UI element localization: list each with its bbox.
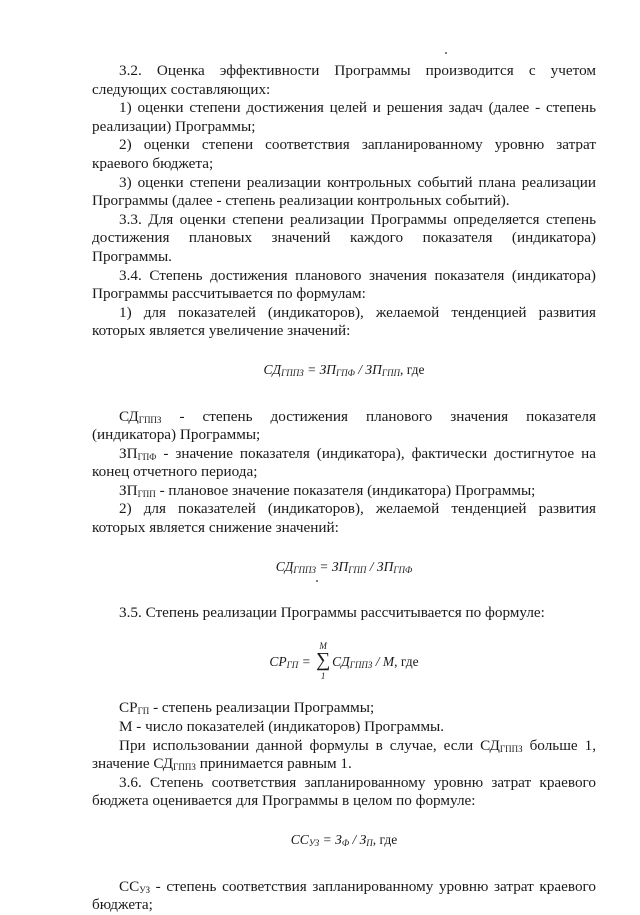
paragraph-3-5: 3.5. Степень реализации Программы рассчитывается по формуле: — [119, 604, 545, 622]
definition-ss: $СС_{УЗ}$ - степень соответствия запланированному уровню затрат краевого бюджета; — [92, 877, 596, 914]
document-page — [92, 62, 596, 915]
definition-m: М - число показателей (индикаторов) Программы. — [119, 718, 445, 736]
paragraph-3-6: 3.6. Степень соответствия запланированному уровню затрат краевого бюджета оценивается для Программы в целом по формуле: — [92, 773, 596, 810]
definition-zp-fact: $ЗП_{ГПФ}$ - значение показателя (индикатора), фактически достигнутое на конец отчетного периода; — [92, 444, 596, 481]
list-item-1: 1) оценки степени достижения целей и решения задач (далее - степень реализации) Программы; — [92, 99, 596, 135]
paragraph-cap-rule: При использовании данной формулы в случае, если $СД_{ГППЗ}$ больше 1, значение $СД_{ГППЗ}$ принимается равным 1. — [92, 736, 596, 773]
paragraph-3-4: 3.4. Степень достижения планового значения показателя (индикатора) Программы рассчитывается по формулам: — [92, 266, 596, 303]
list-item-3: 3) оценки степени реализации контрольных событий плана реализации Программы (далее - степень реализации контрольных событий). — [92, 173, 596, 210]
definition-zp-plan: $ЗП_{ГПП}$ - плановое значение показателя (индикатора) Программы; — [119, 481, 536, 499]
list-item-2: 2) оценки степени соответствия запланированному уровню затрат краевого бюджета; — [92, 136, 596, 172]
formula-program-realization: $СР_{ГП}$ = М ∑ 1 $СД_{ГППЗ}$ / М, где — [269, 640, 419, 682]
sum-sign: М ∑ 1 — [316, 640, 331, 682]
paragraph-3-2: 3.2. Оценка эффективности Программы производится с учетом следующих составляющих: — [92, 62, 596, 98]
case-increase: 1) для показателей (индикаторов), желаемой тенденцией развития которых является увеличение значений: — [92, 303, 596, 340]
scan-speck — [445, 52, 447, 54]
definition-sr: $СР_{ГП}$ - степень реализации Программы; — [119, 699, 375, 717]
formula-budget-compliance: $СС_{УЗ} = З_Ф / З_П$, где — [290, 832, 398, 848]
paragraph-3-3: 3.3. Для оценки степени реализации Программы определяется степень достижения плановых значений каждого показателя (индикатора) Программы. — [92, 210, 596, 265]
definition-sd: $СД_{ГППЗ}$ - степень достижения планового значения показателя (индикатора) Программы; — [92, 407, 596, 444]
formula-increase: $СД_{ГППЗ} = ЗП_{ГПФ} / ЗП_{ГПП}$, где — [263, 361, 425, 378]
formula-decrease: $СД_{ГППЗ} = ЗП_{ГПП} / ЗП_{ГПФ}$ — [275, 558, 413, 575]
case-decrease: 2) для показателей (индикаторов), желаемой тенденцией развития которых является снижение значений: — [92, 500, 596, 537]
